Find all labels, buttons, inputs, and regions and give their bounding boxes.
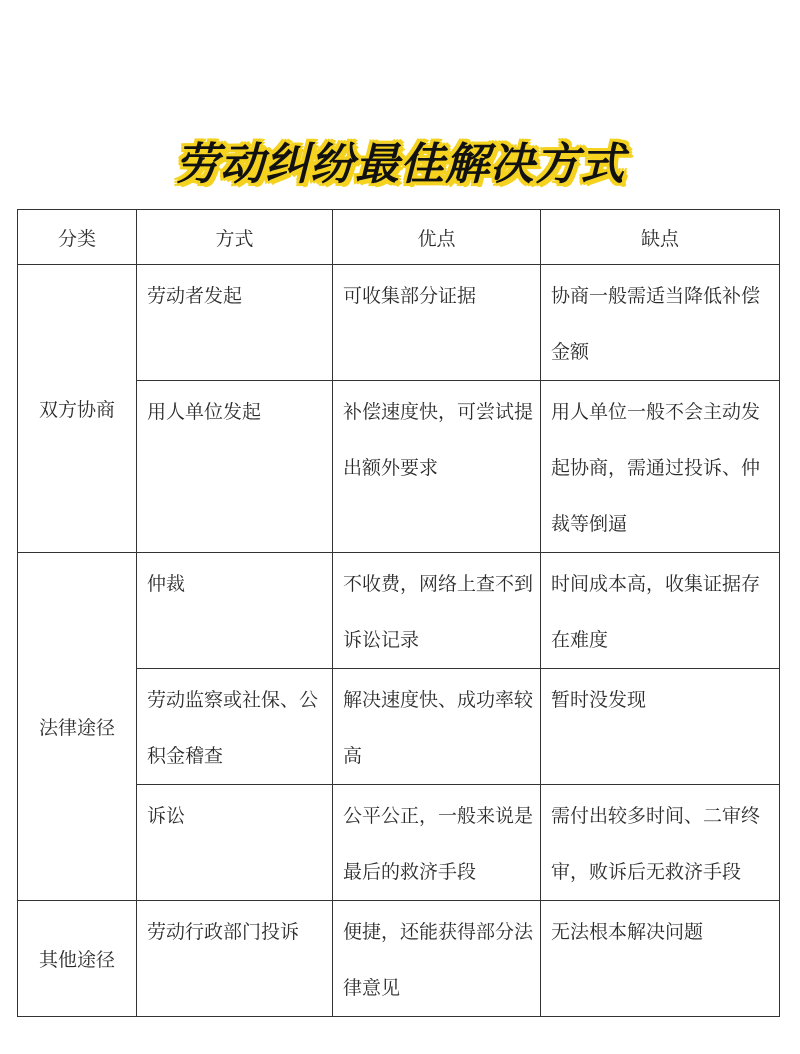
method-cell: [137, 553, 333, 669]
header-pros: 优点: [333, 210, 541, 265]
pros-cell: [333, 901, 541, 1017]
pros-cell: [333, 381, 541, 553]
pros-text: 不收费，网络上查不到诉讼记录: [343, 573, 534, 651]
pros-text: 补偿速度快，可尝试提出额外要求: [343, 401, 534, 479]
header-cons: 缺点: [541, 210, 780, 265]
category-cell: 双方协商: [18, 265, 137, 553]
header-method: 方式: [137, 210, 333, 265]
comparison-table: [17, 209, 780, 1017]
method-cell: [137, 265, 333, 381]
pros-cell: [333, 669, 541, 785]
pros-text: 公平公正，一般来说是最后的救济手段: [343, 805, 534, 883]
method-text: 用人单位发起: [147, 401, 262, 423]
cons-text: 需付出较多时间、二审终审，败诉后无救济手段: [551, 805, 761, 883]
method-cell: [137, 785, 333, 901]
table-row: [18, 553, 780, 669]
pros-text: 解决速度快、成功率较高: [343, 689, 534, 767]
cons-text: 暂时没发现: [551, 689, 647, 711]
method-text: 劳动监察或社保、公积金稽查: [147, 689, 319, 767]
cons-cell: [541, 785, 780, 901]
cons-cell: [541, 381, 780, 553]
method-text: 劳动者发起: [147, 285, 243, 307]
category-cell: 法律途径: [18, 553, 137, 901]
method-cell: [137, 381, 333, 553]
cons-cell: [541, 553, 780, 669]
method-text: 仲裁: [147, 573, 186, 595]
cons-text: 无法根本解决问题: [551, 921, 704, 943]
method-cell: [137, 901, 333, 1017]
pros-text: 可收集部分证据: [343, 285, 477, 307]
method-cell: [137, 669, 333, 785]
cons-cell: [541, 901, 780, 1017]
cons-text: 时间成本高，收集证据存在难度: [551, 573, 761, 651]
pros-cell: [333, 553, 541, 669]
cons-cell: [541, 265, 780, 381]
cons-text: 用人单位一般不会主动发起协商，需通过投诉、仲裁等倒逼: [551, 401, 761, 535]
pros-cell: [333, 265, 541, 381]
table-row: [18, 901, 780, 1017]
method-text: 诉讼: [147, 805, 186, 827]
page-title: 劳动纠纷最佳解决方式: [175, 139, 625, 190]
table-row: [18, 265, 780, 381]
pros-cell: [333, 785, 541, 901]
cons-cell: [541, 669, 780, 785]
cons-text: 协商一般需适当降低补偿金额: [551, 285, 761, 363]
header-category: 分类: [18, 210, 137, 265]
category-cell: 其他途径: [18, 901, 137, 1017]
pros-text: 便捷，还能获得部分法律意见: [343, 921, 534, 999]
method-text: 劳动行政部门投诉: [147, 921, 300, 943]
